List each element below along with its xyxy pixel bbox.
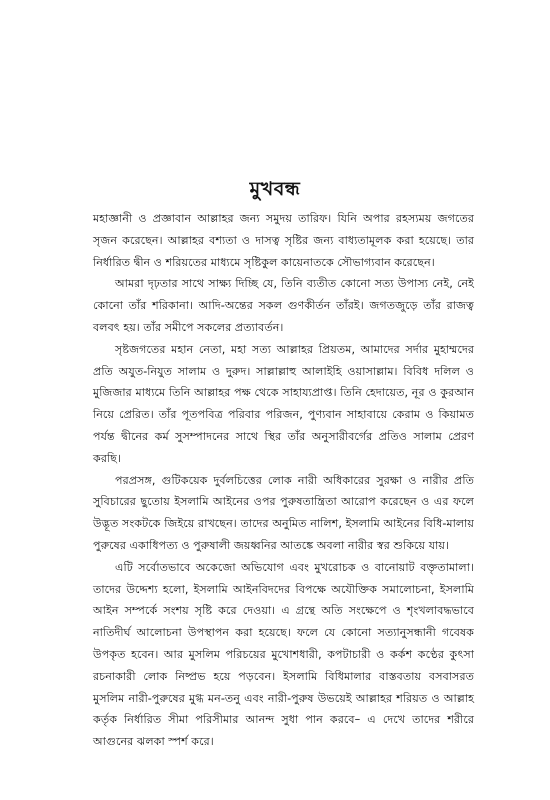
paragraph-criticism: পরপ্রসঙ্গ, গুটিকয়েক দুর্বলচিত্তের লোক নারী অধিকারের সুরক্ষা ও নারীর প্রতি সুবিচারের ছুতোয় ইসলামি আইনের ওপর পুরুষতান্ত্রিতা আরোপ করেছেন ও এর ফলে উদ্ভূত সংকটকে জিইয়ে রাখছেন। তাদের অনুমিত নালিশ, ইসলামি আইনের বিধি-মালায় পুরুষের একাধিপত্য ও পুরুষালী জয়ধ্বনির আতঙ্কে অবলা নারীর স্বর শুকিয়ে যায়। [93,473,474,552]
paragraph-praise: মহাজ্ঞানী ও প্রজ্ঞাবান আল্লাহর জন্য সমুদয় তারিফ। যিনি অপার রহস্যময় জগতের সৃজন করেছেন। আল্লাহর বশ্যতা ও দাসত্ব সৃষ্টির জন্য বাধ্যতামূলক করা হয়েছে। তার নির্ধারিত দ্বীন ও শরিয়তের মাধ্যমে সৃষ্টিকুল কায়েনাতকে সৌভাগ্যবান করেছেন। [93,212,474,269]
paragraph-salutation: সৃষ্টজগতের মহান নেতা, মহা সত্য আল্লাহর প্রিয়তম, আমাদের সর্দার মুহাম্মদের প্রতি অযুত-নিযুত সালাম ও দুরুদ। সাল্লাল্লাহু আলাইহি ওয়াসাল্লাম। বিবিধ দলিল ও মুজিজার মাধ্যমে তিনি আল্লাহর পক্ষ থেকে সাহায্যপ্রাপ্ত। তিনি হেদায়েত, নূর ও কুরআন নিয়ে প্রেরিত। তাঁর পূতপবিত্র পরিবার পরিজন, পুণ্যবান সাহাবায়ে কেরাম ও কিয়ামত পর্যন্ত দ্বীনের কর্ম সুসম্পাদনের সাথে স্থির তাঁর অনুসারীবর্গের প্রতিও সালাম প্রেরণ করছি। [93,342,474,465]
paragraph-testimony: আমরা দৃঢ়তার সাথে সাক্ষ্য দিচ্ছি যে, তিনি ব্যতীত কোনো সত্য উপাস্য নেই, নেই কোনো তাঁর শরিকানা। আদি-অন্তের সকল গুণকীর্তন তাঁরই। জগতজুড়ে তাঁর রাজত্ব বলবৎ হয়। তাঁর সমীপে সকলের প্রত্যাবর্তন। [93,277,474,334]
page-title: মুখবন্ধ [249,178,301,200]
paragraph-response: এটি সর্বোতভাবে অকেজো অভিযোগ এবং মুখরোচক ও বানোয়াট বক্তৃতামালা। তাদের উদ্দেশ্য হলো, ইসলামি আইনবিদদের বিপক্ষে অযৌক্তিক সমালোচনা, ইসলামি আইন সম্পর্কে সংশয় সৃষ্টি করে দেওয়া। এ গ্রন্থে অতি সংক্ষেপে ও শৃংখলাবদ্ধভাবে নাতিদীর্ঘ আলোচনা উপস্থাপন করা হয়েছে। ফলে যে কোনো সত্যানুসন্ধানী গবেষক উপকৃত হবেন। আর মুসলিম পরিচয়ের মুখোশধারী, কপটাচারী ও কর্কশ কণ্ঠের কুৎসা রচনাকারী লোক নিষ্প্রভ হয়ে পড়বেন। ইসলামি বিধিমালার বাস্তবতায় বসবাসরত মুসলিম নারী-পুরুষের মুগ্ধ মন-তনু এবং নারী-পুরুষ উভয়েই আল্লাহর শরিয়ত ও আল্লাহ কর্তৃক নির্ধারিত সীমা পরিসীমার আনন্দ সুধা পান করবে– এ দেখে তাদের শরীরে আগুনের ঝলকা স্পর্শ করে। [93,560,474,749]
body-text [93,208,474,753]
